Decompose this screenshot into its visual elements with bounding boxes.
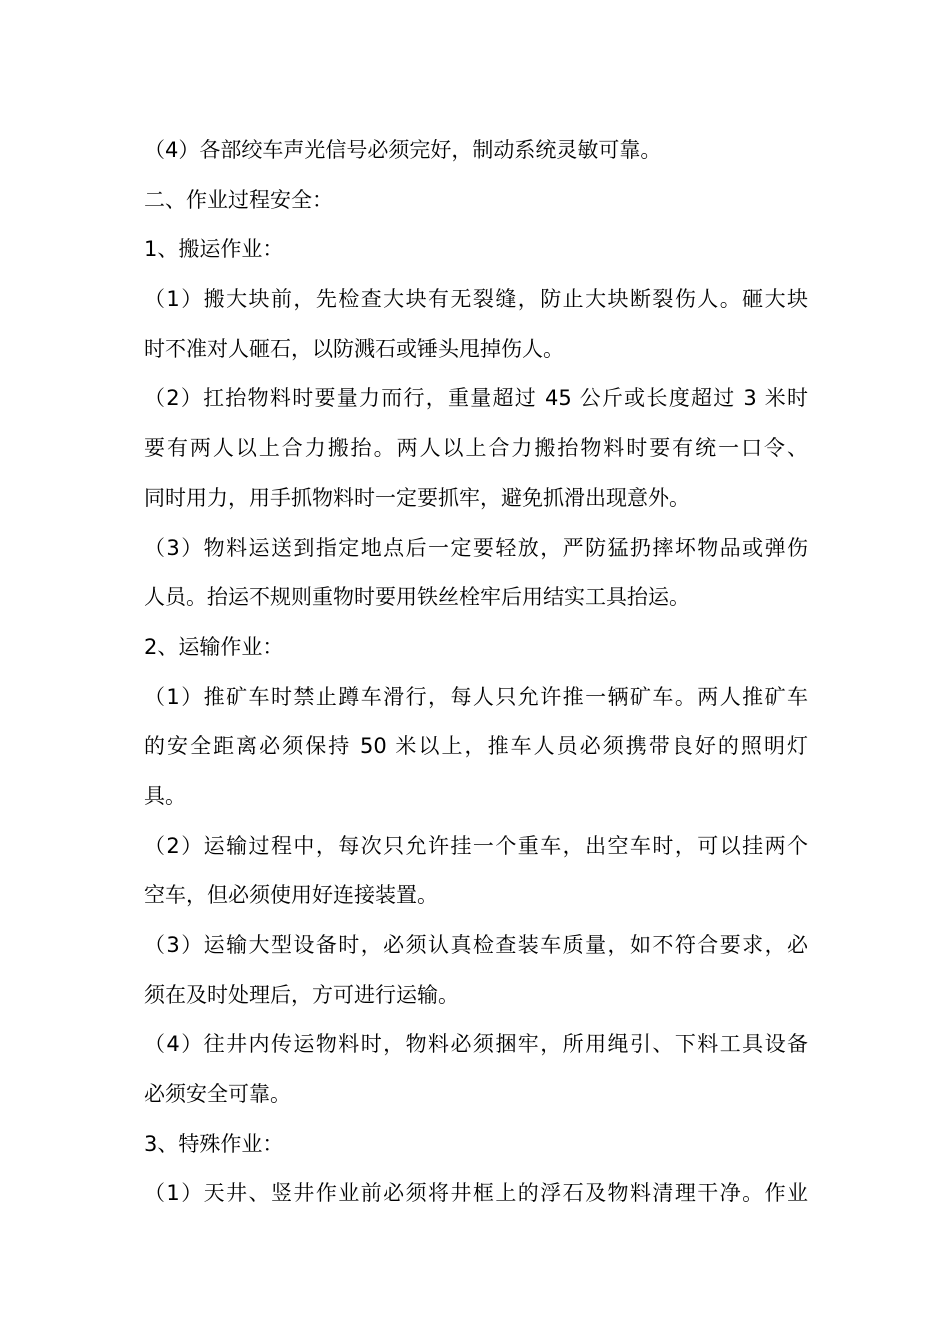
- text-line: （1）天井、竖井作业前必须将井框上的浮石及物料清理干净。作业: [144, 1181, 808, 1206]
- text-line-item-4-winch-signals: （4）各部绞车声光信号必须完好，制动系统灵敏可靠。: [144, 138, 662, 162]
- text-line: （3）运输大型设备时，必须认真检查装车质量，如不符合要求，必: [144, 933, 808, 957]
- text-line: 具。: [144, 783, 186, 808]
- text-line: 空车，但必须使用好连接装置。: [144, 883, 438, 908]
- subheading-special-work: 3、特殊作业：: [144, 1131, 284, 1156]
- text-line: （1）推矿车时禁止蹲车滑行，每人只允许推一辆矿车。两人推矿车: [144, 684, 808, 709]
- section-heading-work-process-safety: 二、作业过程安全：: [144, 187, 333, 212]
- document-body: [144, 126, 808, 1219]
- text-line: 要有两人以上合力搬抬。两人以上合力搬抬物料时要有统一口令、: [144, 436, 808, 461]
- text-line: （3）物料运送到指定地点后一定要轻放，严防猛扔摔坏物品或弹伤: [144, 535, 808, 560]
- text-line: （2）扛抬物料时要量力而行，重量超过 45 公斤或长度超过 3 米时: [144, 386, 808, 411]
- text-line: 必须安全可靠。: [144, 1082, 291, 1107]
- text-line: 的安全距离必须保持 50 米以上，推车人员必须携带良好的照明灯: [144, 734, 808, 759]
- subheading-handling-work: 1、搬运作业：: [144, 237, 284, 262]
- text-line: 人员。抬运不规则重物时要用铁丝栓牢后用结实工具抬运。: [144, 585, 690, 610]
- text-line: 时不准对人砸石，以防溅石或锤头甩掉伤人。: [144, 336, 564, 361]
- subheading-transport-work: 2、运输作业：: [144, 634, 284, 659]
- text-line: 须在及时处理后，方可进行运输。: [144, 982, 459, 1007]
- text-line: 同时用力，用手抓物料时一定要抓牢，避免抓滑出现意外。: [144, 485, 690, 510]
- text-line: （1）搬大块前，先检查大块有无裂缝，防止大块断裂伤人。砸大块: [144, 287, 808, 312]
- text-line: （2）运输过程中，每次只允许挂一个重车，出空车时，可以挂两个: [144, 833, 808, 858]
- text-line: （4）往井内传运物料时，物料必须捆牢，所用绳引、下料工具设备: [144, 1032, 808, 1057]
